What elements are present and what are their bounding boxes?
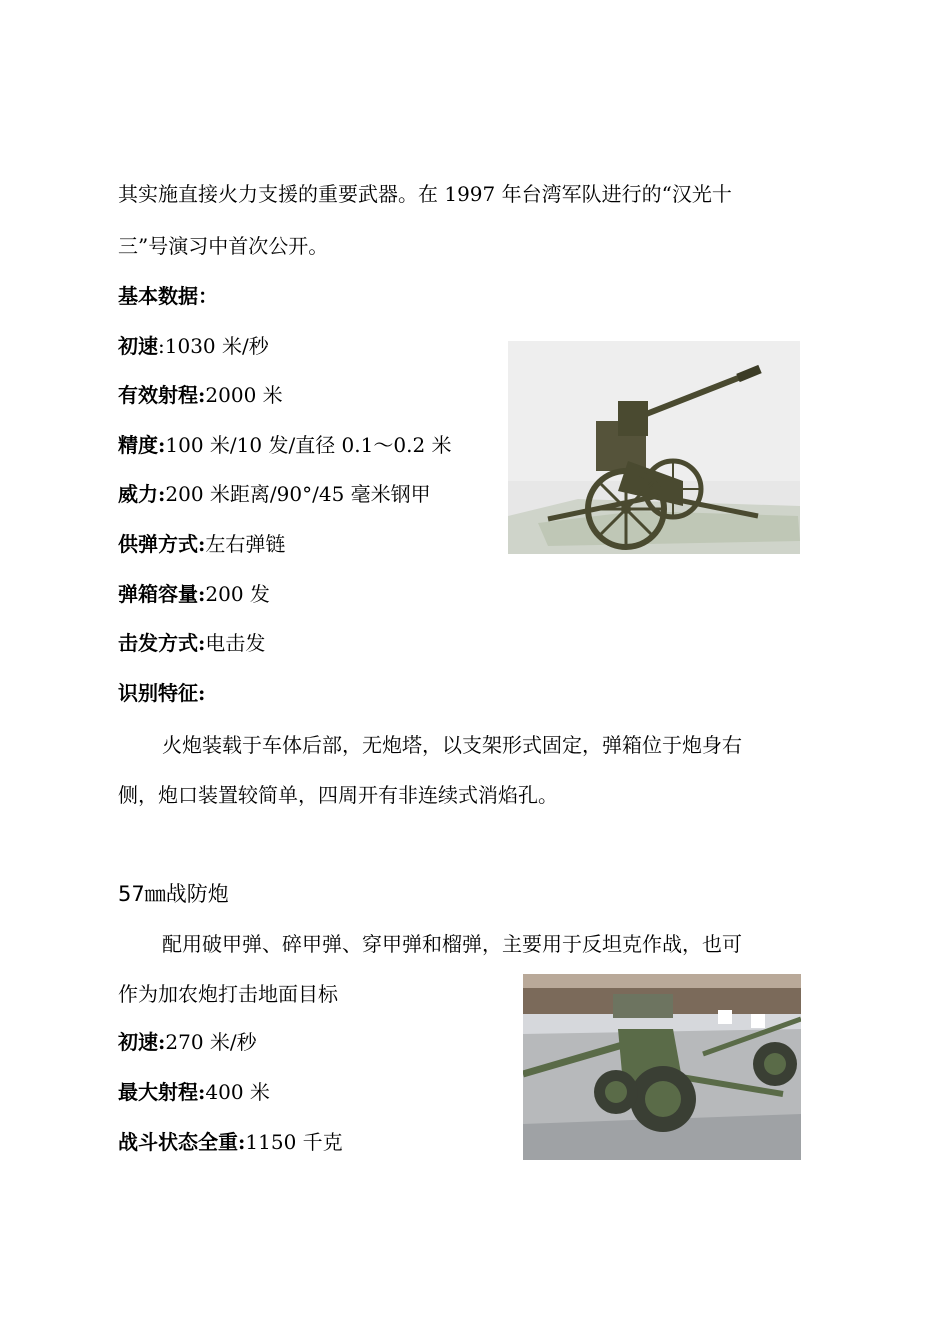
spec-value: 电击发 [205,631,266,655]
spec-muzzle-velocity-57 [118,1028,257,1056]
basic-data-title: 基本数据： [118,284,218,308]
spec-muzzle-velocity [118,332,269,360]
spec-max-range [118,1078,270,1106]
spec-label: 有效射程: [118,383,206,407]
spec-label: 威力: [118,482,166,506]
spec-sep: : [158,334,165,358]
spec-value: 400 米 [205,1080,270,1104]
spec-firing-method [118,629,265,657]
spec-label: 供弹方式: [118,532,206,556]
spec-value: 100 米/10 发/直径 0.1～0.2 米 [165,433,452,457]
spec-label: 初速: [118,1030,166,1054]
spec-value: 1030 米/秒 [164,334,269,358]
spec-combat-weight [118,1128,343,1156]
spec-label: 战斗状态全重: [118,1130,246,1154]
spec-accuracy [118,431,452,459]
spec-label: 最大射程: [118,1080,206,1104]
spec-power [118,480,431,508]
intro-line-2: 三”号演习中首次公开。 [118,234,329,258]
spec-label: 精度: [118,433,166,457]
spec-label: 初速 [118,334,158,358]
spec-value: 1150 千克 [245,1130,343,1154]
section-heading-57mm: 57㎜战防炮 [118,882,229,906]
spec-label: 弹箱容量: [118,582,206,606]
spec-value: 2000 米 [205,383,283,407]
field-gun-photo [523,974,801,1160]
spec-feed-method [118,530,285,558]
spec-effective-range [118,381,283,409]
spec-value: 左右弹链 [205,532,286,556]
spec-label: 击发方式: [118,631,206,655]
identification-line-2: 侧，炮口装置较简单，四周开有非连续式消焰孔。 [118,783,558,807]
anti-aircraft-gun-photo [508,341,800,554]
spec-value: 270 米/秒 [165,1030,257,1054]
spec-magazine-capacity [118,580,270,608]
spec-value: 200 米距离/90°/45 毫米钢甲 [165,482,431,506]
section2-desc-line-2: 作为加农炮打击地面目标 [118,982,338,1006]
section2-desc-line-1: 配用破甲弹、碎甲弹、穿甲弹和榴弹，主要用于反坦克作战，也可 [162,932,742,956]
identification-line-1: 火炮装载于车体后部，无炮塔，以支架形式固定，弹箱位于炮身右 [162,733,742,757]
spec-value: 200 发 [205,582,270,606]
identification-title: 识别特征: [118,681,206,705]
intro-line-1: 其实施直接火力支援的重要武器。在 1997 年台湾军队进行的“汉光十 [118,182,732,206]
